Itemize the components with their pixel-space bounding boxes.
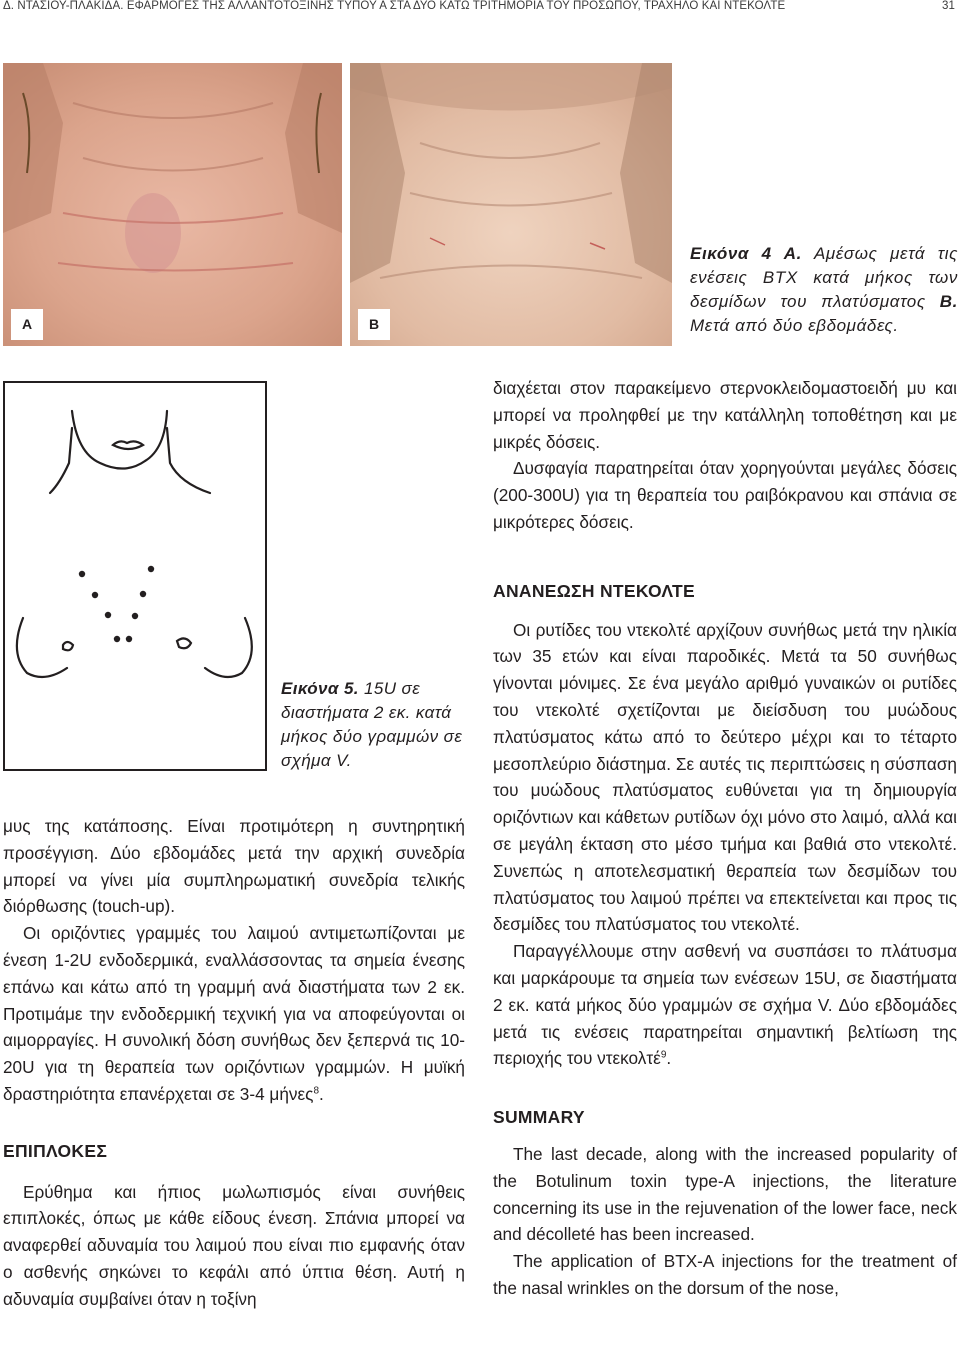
left-paragraph-2-end: .	[319, 1083, 324, 1104]
figure4-caption	[690, 242, 958, 338]
breast-left-outline	[17, 618, 67, 677]
neck-left-line	[50, 428, 72, 493]
injection-point	[140, 591, 146, 597]
heading-complications: ΕΠΙΠΛΟΚΕΣ	[3, 1140, 108, 1161]
injection-point	[114, 636, 120, 642]
heading-summary: SUMMARY	[493, 1107, 585, 1128]
figure5-drawing	[3, 381, 267, 771]
left-paragraph-3: Ερύθημα και ήπιος μωλωπισμός είναι συνήθεις επιπλοκές, όπως με κάθε είδους ένεση. Σπάνια μπορεί να αναφερθεί αδυναμία του λαιμού που είναι πιο εμφανής όταν ο ασθενής σηκώνει το κεφάλι από ύπτια θέση. Αυτή η αδυναμία συμβαίνει όταν η τοξίνη	[3, 1181, 465, 1309]
right-column	[493, 375, 957, 1302]
neck-photo-b-image	[350, 63, 672, 346]
nipple-left	[63, 642, 73, 650]
figure5-caption	[281, 677, 471, 773]
running-header	[3, 0, 957, 14]
injection-point	[148, 566, 154, 572]
left-paragraph-2	[3, 920, 465, 1108]
injection-point	[79, 571, 85, 577]
breast-right-outline	[205, 618, 252, 677]
right-paragraph-4-text: Παραγγέλλουμε στην ασθενή να συσπάσει το πλάτυσμα και μαρκάρουμε τα σημεία των ενέσεων 15U, σε διαστήματα 2 εκ. κατά μήκος δύο γραμμών σε σχήμα V. Δύο εβδομάδες μετά τις ενέσεις παρατηρείται σημαντική βελτίωση της περιοχής του ντεκολτέ	[493, 941, 957, 1069]
figure5-caption-label: Εικόνα 5.	[281, 679, 359, 698]
page-number: 31	[942, 0, 955, 12]
injection-point	[105, 612, 111, 618]
reference-8: 8	[313, 1085, 319, 1097]
figure4-caption-label-b: Β.	[939, 292, 958, 311]
injection-point	[126, 636, 132, 642]
panel-b-label: B	[358, 309, 390, 340]
reference-9: 9	[660, 1049, 667, 1061]
right-paragraph-4-end: .	[666, 1048, 672, 1069]
figure4-photo-b	[350, 63, 672, 346]
right-paragraph-4	[493, 938, 957, 1072]
jaw-outline	[72, 411, 167, 469]
figure4-caption-label: Εικόνα 4 Α.	[690, 244, 802, 263]
right-paragraph-5: The last decade, along with the increased popularity of the Botulinum toxin type-A injections, the literature concerning its use in the rejuvenation of the lower face, neck and décolleté has been increased.	[493, 1143, 957, 1245]
left-column	[3, 813, 465, 1313]
panel-a-label: A	[11, 309, 43, 340]
right-paragraph-6: The application of BTX-A injections for the treatment of the nasal wrinkles on the dorsum of the nose,	[493, 1251, 957, 1298]
right-paragraph-2: Δυσφαγία παρατηρείται όταν χορηγούνται μεγάλες δόσεις (200-300U) για τη θεραπεία του ραιβόκρανου και σπάνια σε μικρότερες δόσεις.	[493, 458, 957, 532]
lips	[113, 441, 143, 449]
heading-decollete: ΑΝΑΝΕΩΣΗ ΝΤΕΚΟΛΤΕ	[493, 580, 695, 601]
decollete-injection-diagram	[5, 383, 265, 769]
figure4-caption-text-2: Μετά από δύο εβδομάδες.	[690, 316, 899, 335]
figure4-caption-text-1: Αμέσως μετά τις ενέσεις ΒΤΧ κατά μήκος των δεσμίδων του πλατύσματος	[690, 244, 958, 311]
right-paragraph-3: Οι ρυτίδες του ντεκολτέ αρχίζουν συνήθως μετά την ηλικία των 35 ετών και είναι παροδικές. Μετά τα 50 συνήθως γίνονται μόνιμες. Σε ένα μεγάλο αριθμό γυναικών οι ρυτίδες του ντεκολτέ σχετίζονται με διείσδυση του μυώδους πλατύσματος κάτω από το δεύτερο μέχρι και το τέταρτο μεσοπλεύριο διάστημα. Σε αυτές τις περιπτώσεις η σύσπαση του μυώδους πλατύσματος ευθύνεται για τη δημιουργία οριζόντιων και κάθετων ρυτίδων όχι μόνο στο λαιμό, αλλά και σε μεγάλη έκταση στο μέσο τμήμα και βαθιά στο ντεκολτέ. Συνεπώς η αποτελεσματική θεραπεία των δεσμίδων του πλατύσματος του λαιμού πρέπει να επεκτείνεται και προς τις δεσμίδες του πλατύσματος του ντεκολτέ.	[493, 619, 957, 935]
injection-point	[132, 613, 138, 619]
running-title: Δ. ΝΤΑΣΙΟΥ-ΠΛΑΚΙΔΑ. ΕΦΑΡΜΟΓΕΣ ΤΗΣ ΑΛΛΑΝΤΟΤΟΞΙΝΗΣ ΤΥΠΟΥ Α ΣΤΑ ΔΥΟ ΚΑΤΩ ΤΡΙΤΗΜΟΡΙΑ ΤΟΥ ΠΡΟΣΩΠΟΥ, ΤΡΑΧΗΛΟ ΚΑΙ ΝΤΕΚΟΛΤΕ	[3, 0, 786, 12]
nipple-right	[177, 638, 191, 648]
figure5-caption-text: 15U σε διαστήματα 2 εκ. κατά μήκος δύο γραμμών σε σχήμα V.	[281, 679, 463, 770]
right-paragraph-1: διαχέεται στον παρακείμενο στερνοκλειδομαστοειδή μυ και μπορεί να προληφθεί με την κατάλληλη τοποθέτηση και με μικρές δόσεις.	[493, 378, 957, 452]
neck-right-line	[167, 428, 210, 493]
figure4-photo-a	[3, 63, 342, 346]
neck-photo-a-image	[3, 63, 342, 346]
left-paragraph-2-text: Οι οριζόντιες γραμμές του λαιμού αντιμετωπίζονται με ένεση 1-2U ενδοδερμικά, εναλλάσσοντας τα σημεία ένεσης επάνω και κάτω από τη γραμμή ανά διαστήματα των 2 εκ. Προτιμάμε την ενδοδερμική τεχνική για να αποφεύγονται οι αιμορραγίες. Η συνολική δόση συνήθως δεν ξεπερνά τις 10-20U για τη θεραπεία των οριζόντιων γραμμών. Η μυϊκή δραστηριότητα επανέρχεται σε 3-4 μήνες	[3, 923, 465, 1104]
left-paragraph-1: μυς της κατάποσης. Είναι προτιμότερη η συντηρητική προσέγγιση. Δύο εβδομάδες μετά την αρχική συνεδρία μπορεί να γίνει μία συμπληρωματική συνεδρία τελικής διόρθωσης (touch-up).	[3, 816, 465, 917]
injection-point	[92, 592, 98, 598]
